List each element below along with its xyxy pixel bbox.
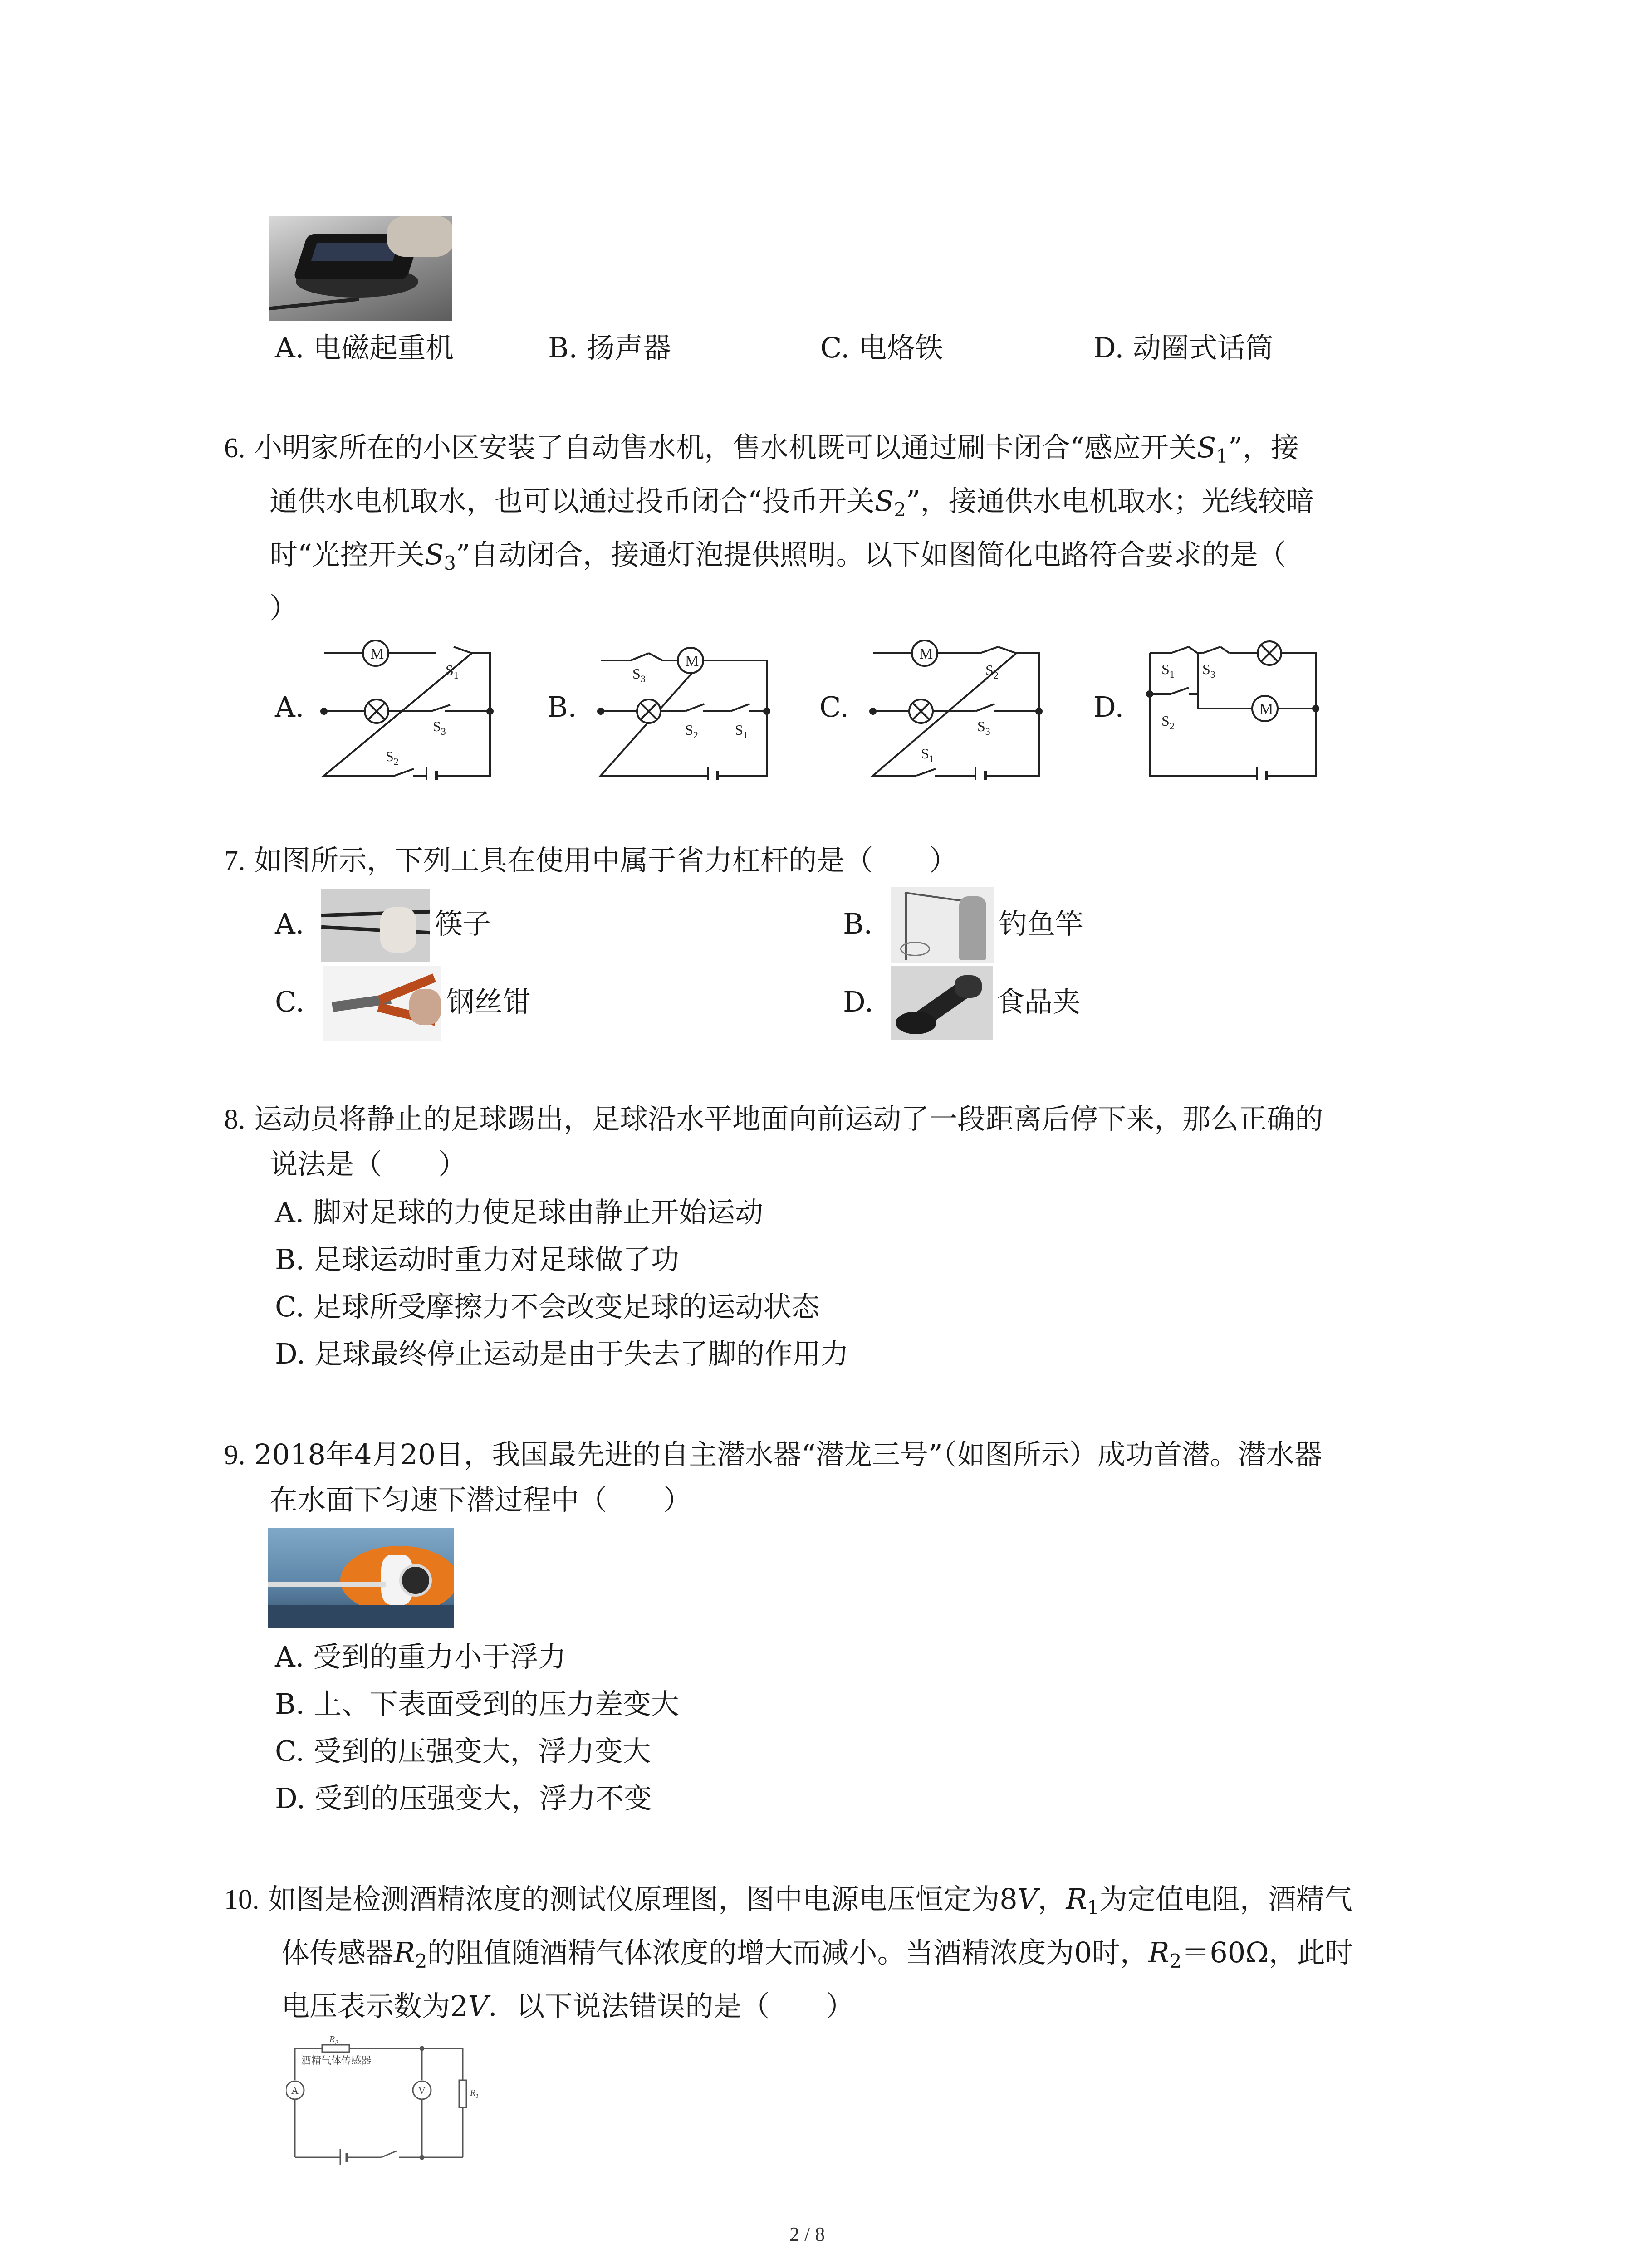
q7-option-a-text: 筷子	[435, 907, 491, 940]
submersible-photo	[268, 1528, 454, 1628]
q10-number: 10.	[224, 1884, 260, 1915]
q6-line3	[269, 538, 1286, 580]
svg-text:S1: $S_1$	[735, 722, 748, 741]
q10-text1a: 如图是检测酒精浓度的测试仪原理图，图中电源电压恒定为8	[268, 1882, 1018, 1916]
svg-text:M: M	[919, 645, 933, 662]
pliers-photo	[323, 966, 441, 1041]
q7-option-d-text: 食品夹	[996, 985, 1081, 1018]
q6-s2-symbol: S	[874, 484, 894, 518]
q10-r1-sub: 1	[1087, 1897, 1099, 1919]
q7-option-d-letter[interactable]: D.	[843, 985, 874, 1018]
svg-text:M: M	[1259, 701, 1274, 718]
q6-s3-symbol: S	[424, 538, 444, 571]
voltmeter-label: V	[418, 2085, 426, 2096]
svg-text:S3: $S_3$	[977, 718, 990, 737]
sensor-label: 酒精气体传感器	[301, 2055, 372, 2066]
circuit-a-motor-label: M	[370, 645, 384, 662]
q10-volt-unit-1: V	[1017, 1882, 1038, 1916]
food-tongs-photo	[891, 966, 993, 1040]
q8-option-b[interactable]: B. 足球运动时重力对足球做了功	[275, 1243, 679, 1276]
q9-line1	[224, 1438, 1323, 1472]
q6-line4: ）	[269, 591, 298, 625]
q6-s2-sub: 2	[894, 499, 906, 521]
q6-text1: 小明家所在的小区安装了自动售水机，售水机既可以通过刷卡闭合“感应开关	[254, 431, 1197, 464]
q6-line1	[224, 431, 1299, 473]
q10-text1b: ，	[1038, 1882, 1066, 1916]
circuit-a-diagram	[318, 640, 499, 780]
page-number: 2 / 8	[789, 2223, 825, 2245]
q7-stem-text: 如图所示，下列工具在使用中属于省力杠杆的是（ ）	[254, 844, 958, 877]
q8-option-c[interactable]: C. 足球所受摩擦力不会改变足球的运动状态	[275, 1290, 820, 1323]
q6-text2: 通供水电机取水，也可以通过投币闭合“投币开关	[269, 484, 875, 518]
q6-line2	[269, 484, 1314, 527]
q10-volt-unit-2: V	[468, 1989, 489, 2023]
svg-text:S3: $S_3$	[632, 665, 646, 684]
q8-text1: 运动员将静止的足球踢出，足球沿水平地面向前运动了一段距离后停下来，那么正确的	[254, 1102, 1323, 1135]
q9-text1: 2018年4月20日，我国最先进的自主潜水器“潜龙三号”（如图所示）成功首潜。潜水器	[254, 1438, 1323, 1471]
svg-text:S2: $S_2$	[985, 662, 999, 681]
ammeter-label: A	[291, 2085, 299, 2096]
q7-option-c-letter[interactable]: C.	[275, 985, 304, 1018]
q10-r2-sub: 2	[415, 1950, 427, 1972]
svg-text:S2: $S_2$	[1161, 713, 1175, 732]
q5-option-c[interactable]: C. 电烙铁	[820, 331, 943, 364]
q6-text3: 时“光控开关	[269, 538, 425, 571]
wireless-charger-photo	[269, 216, 452, 321]
q5-option-b[interactable]: B. 扬声器	[548, 331, 671, 364]
q10-r2-sub-2: 2	[1169, 1950, 1182, 1972]
q10-line2	[281, 1936, 1353, 1978]
q9-option-c[interactable]: C. 受到的压强变大，浮力变大	[275, 1735, 651, 1768]
q10-text3a: 电压表示数为2	[281, 1989, 468, 2023]
q10-r1-symbol: R	[1066, 1882, 1087, 1916]
svg-text:S1: $S_1$	[1161, 661, 1175, 680]
q6-number: 6.	[224, 433, 245, 464]
q7-option-a-letter[interactable]: A.	[275, 907, 304, 940]
q6-option-b-letter[interactable]: B.	[547, 690, 577, 723]
q9-number: 9.	[224, 1440, 245, 1471]
q9-option-d[interactable]: D. 受到的压强变大，浮力不变	[275, 1782, 652, 1815]
q6-s1-sub: 1	[1216, 445, 1229, 467]
q10-text3b: ．以下说法错误的是（ ）	[488, 1989, 854, 2023]
alcohol-tester-circuit	[286, 2030, 490, 2166]
q5-option-d[interactable]: D. 动圈式话筒	[1093, 331, 1274, 364]
q8-line2: 说法是（ ）	[269, 1148, 467, 1181]
q5-option-a[interactable]: A. 电磁起重机	[275, 331, 454, 364]
circuit-c-diagram	[867, 640, 1048, 780]
svg-text:S2: $S_2$	[685, 722, 698, 741]
q7-option-b-text: 钓鱼竿	[999, 907, 1084, 940]
q7-stem	[224, 844, 957, 878]
q8-option-a[interactable]: A. 脚对足球的力使足球由静止开始运动	[275, 1196, 764, 1229]
q10-text2c: ＝60Ω，此时	[1181, 1936, 1353, 1969]
svg-text:S1: $S_1$	[921, 745, 934, 764]
svg-text:M: M	[685, 653, 699, 670]
q10-r2-symbol-2: R	[1148, 1936, 1170, 1969]
q8-option-d[interactable]: D. 足球最终停止运动是由于失去了脚的作用力	[275, 1337, 849, 1370]
q10-line3	[281, 1989, 854, 2023]
q10-text2b: 的阻值随酒精气体浓度的增大而减小。当酒精浓度为0时，	[427, 1936, 1148, 1969]
q9-option-a[interactable]: A. 受到的重力小于浮力	[275, 1640, 567, 1673]
q6-text1-end: ”，接	[1228, 431, 1299, 464]
q8-line1	[224, 1102, 1323, 1136]
q6-s1-symbol: S	[1196, 431, 1216, 464]
svg-text:R1: $R_1$	[470, 2088, 479, 2100]
circuit-d-diagram	[1143, 640, 1325, 780]
q7-option-b-letter[interactable]: B.	[843, 907, 873, 940]
q9-option-b[interactable]: B. 上、下表面受到的压力差变大	[275, 1687, 679, 1721]
svg-text:S3: $S_3$	[433, 718, 446, 737]
svg-text:S1: $S_1$	[446, 662, 459, 681]
svg-text:S3: $S_3$	[1202, 661, 1215, 680]
q6-text2-end: ”，接通供水电机取水；光线较暗	[906, 484, 1314, 518]
q10-text1c: 为定值电阻，酒精气	[1099, 1882, 1352, 1916]
chopsticks-photo	[321, 889, 430, 962]
q8-number: 8.	[224, 1104, 245, 1135]
q9-line2: 在水面下匀速下潜过程中（ ）	[269, 1483, 692, 1516]
circuit-b-diagram	[594, 640, 785, 780]
q10-r2-symbol: R	[394, 1936, 415, 1969]
q7-number: 7.	[224, 846, 245, 876]
q6-option-c-letter[interactable]: C.	[819, 690, 849, 723]
svg-text:S2: $S_2$	[386, 748, 399, 767]
q7-option-c-text: 钢丝钳	[446, 985, 531, 1018]
svg-text:R2: $R_2$	[329, 2034, 338, 2046]
q6-option-d-letter[interactable]: D.	[1093, 690, 1124, 723]
q10-line1	[224, 1882, 1352, 1925]
fishing-rod-photo	[891, 887, 994, 963]
q6-s3-sub: 3	[444, 552, 456, 574]
q6-option-a-letter[interactable]: A.	[275, 690, 304, 723]
q10-text2a: 体传感器	[281, 1936, 394, 1969]
q6-text3-end: ”自动闭合，接通灯泡提供照明。以下如图简化电路符合要求的是（	[456, 538, 1286, 571]
